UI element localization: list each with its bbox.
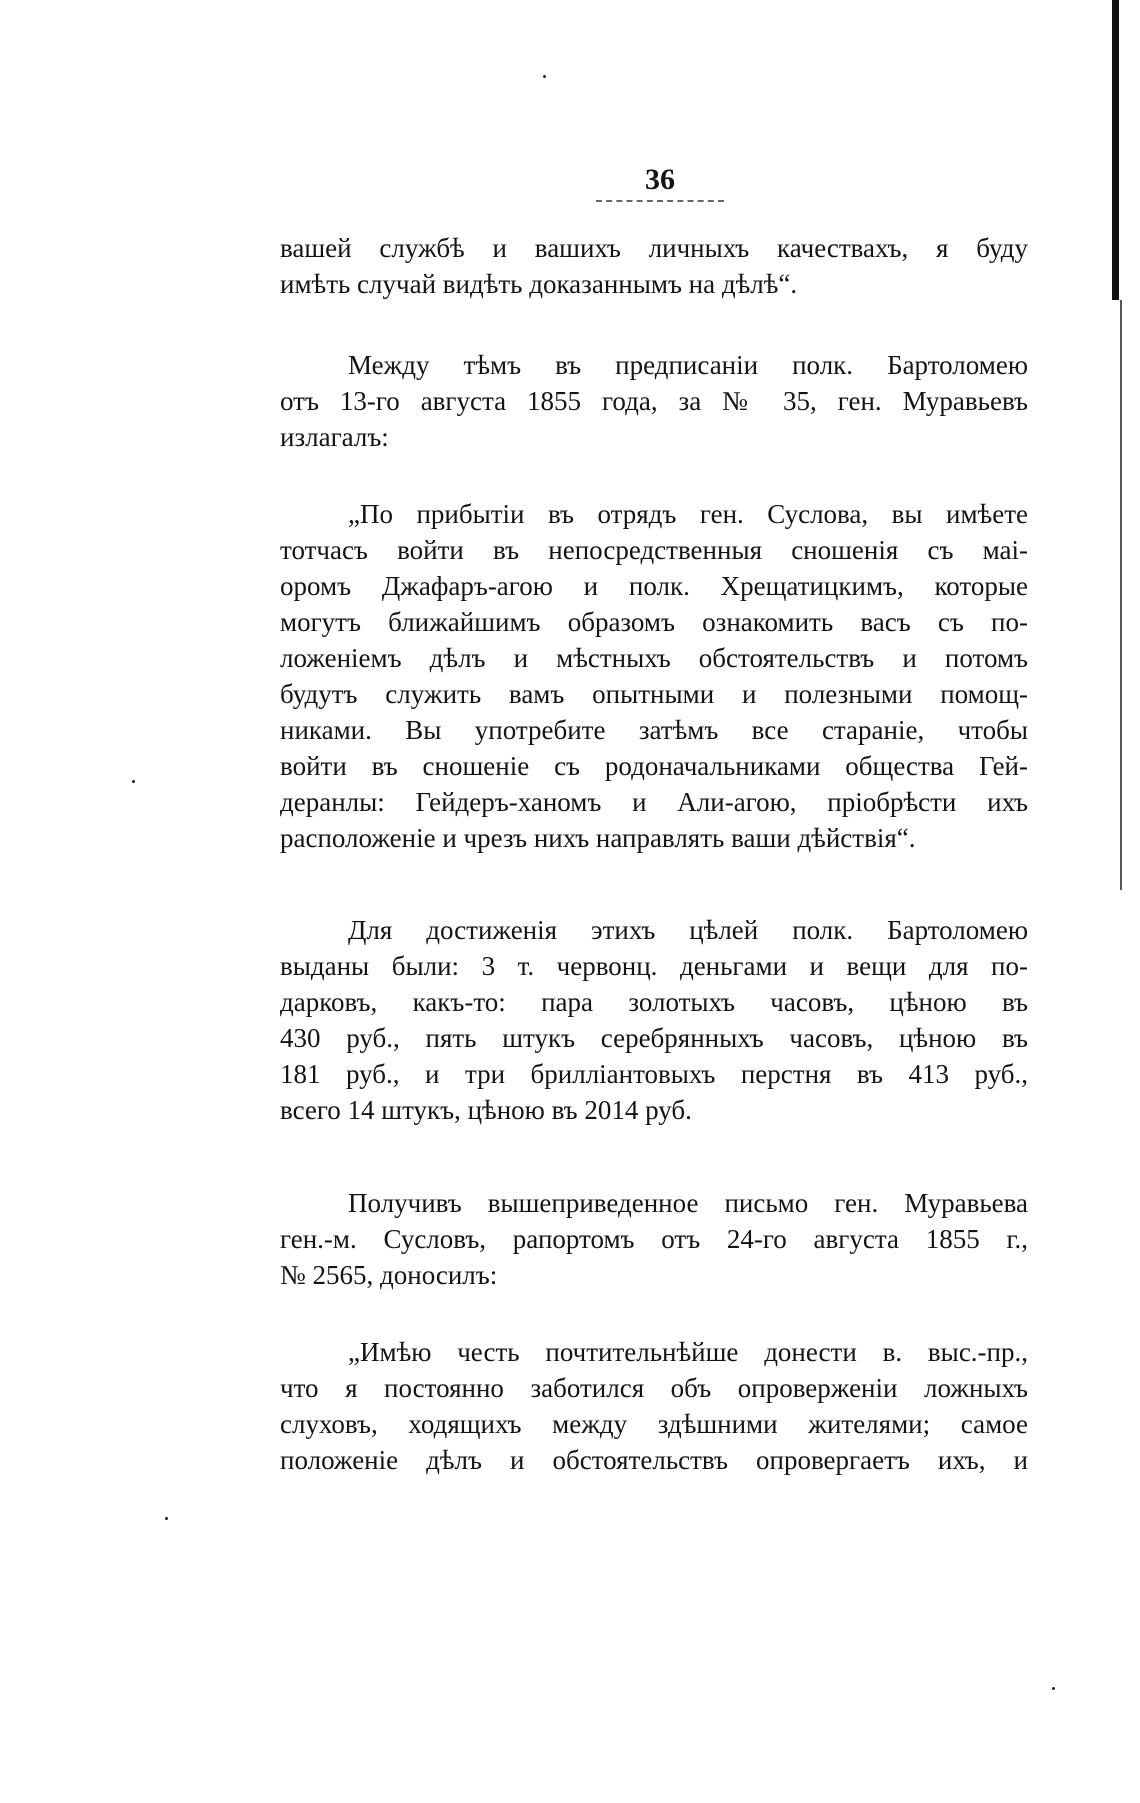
text-line: положеніе дѣлъ и обстоятельствъ опровергаетъ ихъ, и [280,1445,1028,1475]
scan-speck [543,75,546,78]
text-line: оромъ Джафаръ-агою и полк. Хрещатицкимъ, которые [280,571,1028,601]
paragraph-5 [280,1185,1028,1293]
scan-speck [132,780,135,783]
scan-speck [165,1517,168,1520]
text-line: Между тѣмъ въ предписаніи полк. Бартоломею [348,350,1028,380]
text-line: Получивъ вышеприведенное письмо ген. Муравьева [348,1188,1028,1218]
page-number: 36 [645,163,675,196]
paragraph-1 [280,230,1028,302]
text-line: ген.-м. Сусловъ, рапортомъ отъ 24-го августа 1855 г., [280,1224,1028,1254]
text-line: отъ 13-го августа 1855 года, за № 35, ген. Муравьевъ [280,386,1028,416]
text-line: расположеніе и чрезъ нихъ направлять ваши дѣйствія“. [280,823,916,853]
paragraph-4 [280,912,1028,1128]
text-line: тотчасъ войти въ непосредственныя сношенія съ маі- [280,535,1028,565]
text-line: выданы были: 3 т. червонц. деньгами и вещи для по- [280,951,1028,981]
binding-edge-thin [1120,300,1122,890]
text-line: слуховъ, ходящихъ между здѣшними жителями; самое [280,1409,1028,1439]
text-line: имѣть случай видѣть доказаннымъ на дѣлѣ“. [280,269,798,299]
paragraph-3 [280,496,1028,856]
page-number-rule [596,200,724,202]
text-line: деранлы: Гейдеръ-ханомъ и Али-агою, пріобрѣсти ихъ [280,787,1028,817]
scan-speck [1052,1687,1055,1690]
paragraph-2 [280,347,1028,455]
text-line: могутъ ближайшимъ образомъ ознакомить васъ съ по- [280,607,1028,637]
text-line: будутъ служить вамъ опытными и полезными помощ- [280,679,1028,709]
text-line: что я постоянно заботился объ опроверженіи ложныхъ [280,1373,1028,1403]
text-line: войти въ сношеніе съ родоначальниками общества Гей- [280,751,1028,781]
text-line: никами. Вы употребите затѣмъ все стараніе, чтобы [280,715,1028,745]
text-line: ложеніемъ дѣлъ и мѣстныхъ обстоятельствъ и потомъ [280,643,1028,673]
text-line: № 2565, доносилъ: [280,1260,498,1290]
text-line: 181 руб., и три брилліантовыхъ перстня въ 413 руб., [280,1059,1028,1089]
text-line: излагалъ: [280,422,389,452]
text-line: дарковъ, какъ-то: пара золотыхъ часовъ, цѣною въ [280,987,1028,1017]
text-line: „По прибытіи въ отрядъ ген. Суслова, вы имѣете [348,499,1028,529]
text-line: вашей службѣ и вашихъ личныхъ качествахъ, я буду [280,233,1028,263]
paragraph-6 [280,1334,1028,1478]
text-line: „Имѣю честь почтительнѣйше донести в. выс.-пр., [348,1337,1028,1367]
binding-edge [1112,0,1119,300]
text-line: Для достиженія этихъ цѣлей полк. Бартоломею [348,915,1028,945]
text-line: всего 14 штукъ, цѣною въ 2014 руб. [280,1095,692,1125]
text-line: 430 руб., пять штукъ серебрянныхъ часовъ, цѣною въ [280,1023,1028,1053]
